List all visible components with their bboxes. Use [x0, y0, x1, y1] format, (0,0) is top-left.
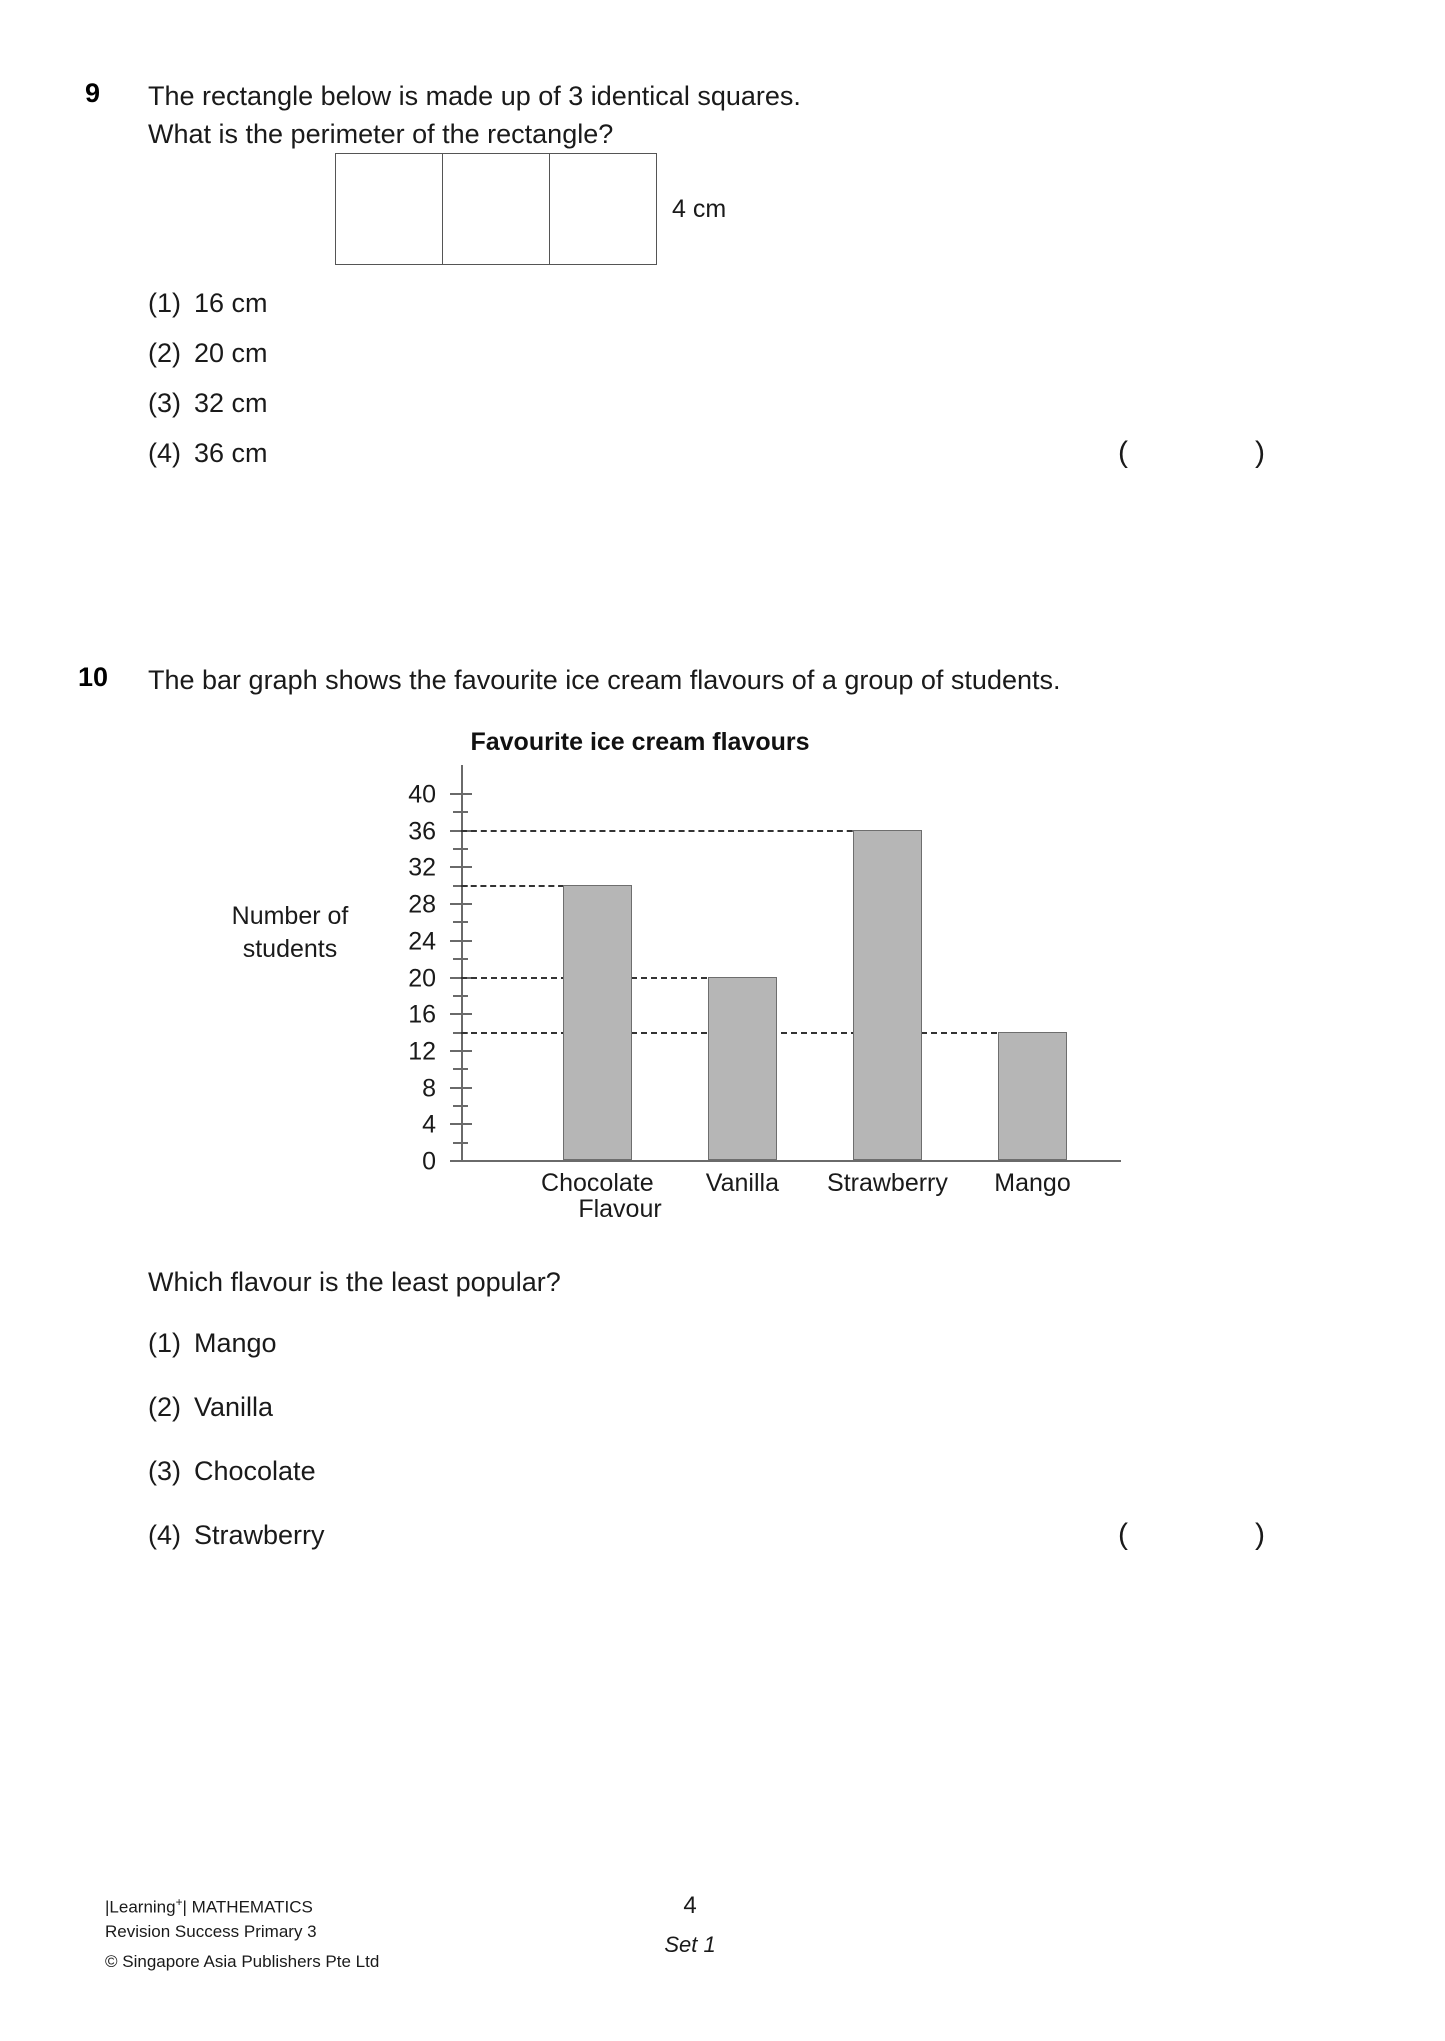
- rectangle-dimension-label: 4 cm: [672, 195, 727, 223]
- chart-category-label: Strawberry: [827, 1169, 948, 1197]
- footer-page-number: 4: [683, 1892, 697, 1919]
- question-10-option-3[interactable]: [148, 1456, 316, 1487]
- chart-category-label: Vanilla: [705, 1169, 780, 1197]
- chart-bar: [853, 830, 923, 1160]
- chart-y-axis-title: [200, 900, 380, 966]
- question-9-option-2-text: 20 cm: [194, 338, 268, 368]
- question-9-option-2-label: (2): [148, 338, 181, 368]
- y-tick-major: [422, 1110, 472, 1139]
- chart-y-axis: [461, 765, 463, 1160]
- y-tick-major: [408, 890, 472, 919]
- y-tick-label: 4: [422, 1110, 436, 1139]
- y-tick-label: 40: [408, 780, 436, 809]
- question-10-option-2-text: Vanilla: [194, 1392, 274, 1422]
- y-tick-minor: [453, 811, 468, 813]
- chart-x-axis: [461, 1160, 1121, 1162]
- question-10-option-2[interactable]: [148, 1392, 273, 1423]
- y-tick-minor: [453, 1142, 468, 1144]
- question-9-option-4-text: 36 cm: [194, 438, 268, 468]
- question-9-stem-line-1: The rectangle below is made up of 3 identical squares.: [148, 81, 801, 111]
- question-10-number: 10: [78, 662, 109, 692]
- question-9-number: 9: [85, 78, 101, 108]
- question-9-option-1-label: (1): [148, 288, 181, 318]
- y-tick-major: [422, 1074, 472, 1103]
- footer-series-line: Revision Success Primary 3: [105, 1921, 317, 1941]
- question-9-option-3-text: 32 cm: [194, 388, 268, 418]
- footer-publisher-block: [105, 1890, 379, 1974]
- y-tick-major: [408, 927, 472, 956]
- question-9-option-4[interactable]: [148, 438, 268, 469]
- chart-category-label: Chocolate: [541, 1169, 654, 1197]
- y-tick-major: [408, 780, 472, 809]
- footer-brand-line: [105, 1890, 379, 1920]
- footer-set-label: Set 1: [664, 1932, 716, 1957]
- question-9-stem-line-2: What is the perimeter of the rectangle?: [148, 119, 614, 149]
- question-10-option-4-label: (4): [148, 1520, 181, 1550]
- chart-y-axis-title-line-1: Number of: [231, 902, 349, 930]
- y-tick-minor: [453, 848, 468, 850]
- rectangle-figure: [335, 153, 657, 265]
- question-9-option-3-label: (3): [148, 388, 181, 418]
- y-tick-label: 24: [408, 927, 436, 956]
- question-10-stem-line-1: The bar graph shows the favourite ice cream flavours of a group of students.: [148, 665, 1061, 695]
- question-10-option-3-label: (3): [148, 1456, 181, 1486]
- y-tick-label: 36: [408, 817, 436, 846]
- chart-x-axis-title: Flavour: [578, 1195, 662, 1223]
- footer-brand-superscript: +: [175, 1895, 183, 1909]
- chart-y-axis-title-line-2: students: [242, 935, 338, 963]
- question-9-option-1-text: 16 cm: [194, 288, 268, 318]
- question-9-answer-open-paren: (: [1118, 436, 1128, 469]
- y-tick-minor: [453, 958, 468, 960]
- question-10-answer-close-paren: ): [1255, 1518, 1265, 1551]
- chart-category-label: Mango: [994, 1169, 1071, 1197]
- y-tick-major: [408, 853, 472, 882]
- y-tick-major: [408, 1037, 472, 1066]
- chart-title: Favourite ice cream flavours: [470, 728, 810, 756]
- y-tick-label: 8: [422, 1074, 436, 1103]
- chart-bar: [708, 977, 778, 1161]
- square-cell-1: [336, 154, 443, 264]
- question-10-option-1-label: (1): [148, 1328, 181, 1358]
- square-cell-3: [550, 154, 656, 264]
- footer-brand-prefix: |Learning: [105, 1897, 176, 1917]
- page-footer: [0, 1880, 1445, 2000]
- y-tick-minor: [453, 995, 468, 997]
- y-tick-label: 0: [422, 1147, 436, 1176]
- y-tick-minor: [453, 1068, 468, 1070]
- question-9-answer-close-paren: ): [1255, 436, 1265, 469]
- footer-brand-suffix: | MATHEMATICS: [182, 1897, 313, 1917]
- question-10-option-1-text: Mango: [194, 1328, 277, 1358]
- question-10-sub-question: Which flavour is the least popular?: [148, 1267, 561, 1297]
- y-tick-label: 28: [408, 890, 436, 919]
- y-tick-major: [408, 1000, 472, 1029]
- y-tick-label: 32: [408, 853, 436, 882]
- question-9-option-4-label: (4): [148, 438, 181, 468]
- question-10-option-3-text: Chocolate: [194, 1456, 316, 1486]
- question-9-option-2[interactable]: [148, 338, 268, 369]
- y-tick-minor: [453, 1105, 468, 1107]
- square-cell-2: [443, 154, 550, 264]
- question-10-option-4-text: Strawberry: [194, 1520, 325, 1550]
- question-10-answer-open-paren: (: [1118, 1518, 1128, 1551]
- chart-bar: [563, 885, 633, 1160]
- question-10-option-4[interactable]: [148, 1520, 325, 1551]
- y-tick-label: 20: [408, 964, 436, 992]
- bar-chart-plot-area: [408, 765, 1121, 1197]
- y-tick-label: 12: [408, 1037, 436, 1066]
- question-9-option-3[interactable]: [148, 388, 268, 419]
- y-tick-label: 16: [408, 1000, 436, 1029]
- y-tick-major: [422, 1147, 472, 1176]
- chart-bar: [998, 1032, 1068, 1160]
- footer-copyright-line: © Singapore Asia Publishers Pte Ltd: [105, 1951, 380, 1971]
- y-tick-minor: [453, 921, 468, 923]
- question-10-option-2-label: (2): [148, 1392, 181, 1422]
- question-10-option-1[interactable]: [148, 1328, 277, 1359]
- question-9-option-1[interactable]: [148, 288, 268, 319]
